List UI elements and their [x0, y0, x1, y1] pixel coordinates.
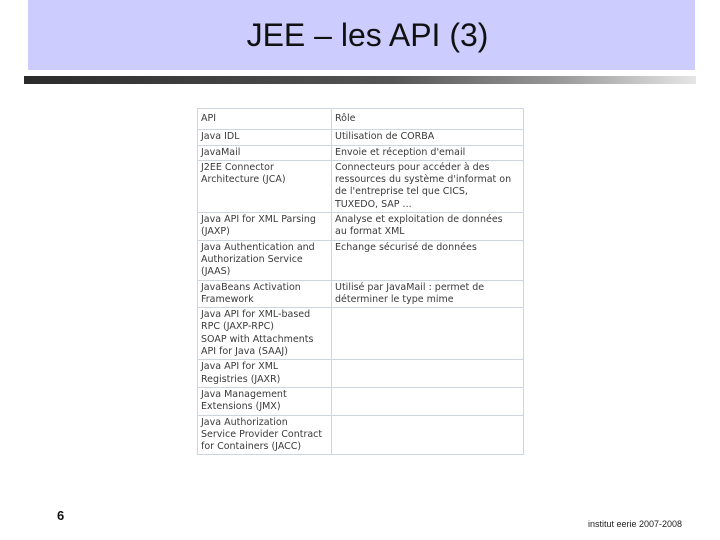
- table-row: [198, 387, 524, 415]
- api-cell: JavaBeans Activation Framework: [198, 280, 332, 308]
- role-cell: [332, 387, 524, 415]
- slide-title: JEE – les API (3): [246, 16, 489, 53]
- table-row: [198, 240, 524, 280]
- api-cell: Java API for XML-based RPC (JAXP-RPC) SOAP with Attachments API for Java (SAAJ): [198, 308, 332, 360]
- table-row: [198, 145, 524, 160]
- table-row: [198, 280, 524, 308]
- api-table: [197, 108, 524, 455]
- footer-credit: institut eerie 2007-2008: [588, 519, 683, 529]
- role-cell: Utilisé par JavaMail : permet de déterminer le type mime: [332, 280, 524, 308]
- api-table-container: [197, 108, 523, 453]
- role-cell: [332, 360, 524, 388]
- role-cell: Connecteurs pour accéder à des ressources du système d'informat on de l'entreprise tel que CICS, TUXEDO, SAP ...: [332, 160, 524, 212]
- api-cell: JavaMail: [198, 145, 332, 160]
- api-cell: Java Management Extensions (JMX): [198, 387, 332, 415]
- column-header-role: Rôle: [332, 109, 524, 130]
- role-cell: Analyse et exploitation de données au format XML: [332, 213, 524, 241]
- table-header-row: [198, 109, 524, 130]
- table-row: [198, 360, 524, 388]
- table-row: [198, 415, 524, 455]
- api-cell: Java API for XML Registries (JAXR): [198, 360, 332, 388]
- api-cell: J2EE Connector Architecture (JCA): [198, 160, 332, 212]
- title-banner: [28, 0, 695, 70]
- slide-number: 6: [57, 508, 65, 523]
- api-cell: Java IDL: [198, 130, 332, 145]
- api-cell: Java API for XML Parsing (JAXP): [198, 213, 332, 241]
- title-underline: [24, 76, 696, 84]
- table-row: [198, 160, 524, 212]
- table-row: [198, 213, 524, 241]
- role-cell: [332, 415, 524, 455]
- api-cell: Java Authentication and Authorization Service (JAAS): [198, 240, 332, 280]
- role-cell: Envoie et réception d'email: [332, 145, 524, 160]
- role-cell: Echange sécurisé de données: [332, 240, 524, 280]
- table-row: [198, 308, 524, 360]
- role-cell: Utilisation de CORBA: [332, 130, 524, 145]
- column-header-api: API: [198, 109, 332, 130]
- api-cell: Java Authorization Service Provider Contract for Containers (JACC): [198, 415, 332, 455]
- role-cell: [332, 308, 524, 360]
- table-row: [198, 130, 524, 145]
